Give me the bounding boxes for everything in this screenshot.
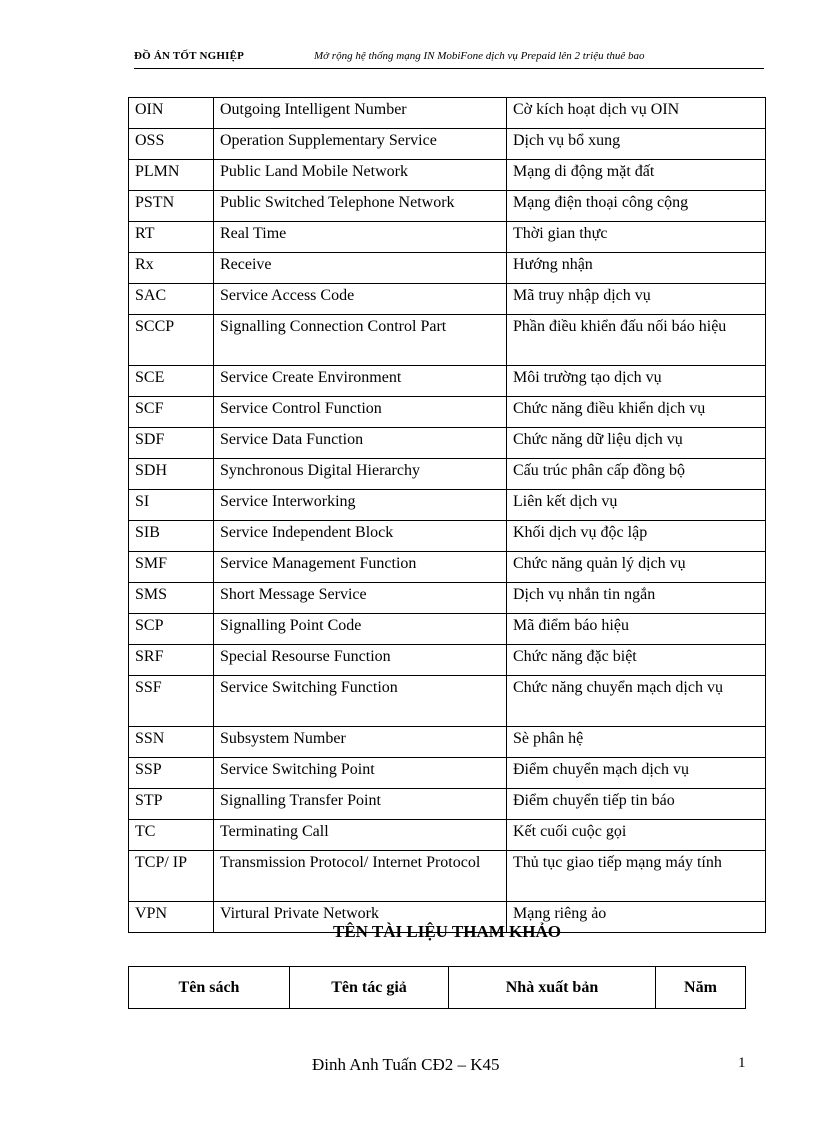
abbr-vietnamese: Cấu trúc phân cấp đồng bộ (507, 459, 766, 490)
abbr-code: SIB (129, 521, 214, 552)
abbr-english: Service Switching Point (214, 758, 507, 789)
references-table (128, 966, 746, 1009)
table-row (129, 851, 766, 902)
abbr-english: Receive (214, 253, 507, 284)
abbr-code: SDF (129, 428, 214, 459)
abbr-vietnamese: Mạng điện thoại công cộng (507, 191, 766, 222)
abbr-code: SI (129, 490, 214, 521)
abbr-english: Transmission Protocol/ Internet Protocol (214, 851, 507, 902)
table-row (129, 129, 766, 160)
table-row (129, 820, 766, 851)
abbr-vietnamese: Mã truy nhập dịch vụ (507, 284, 766, 315)
abbreviation-table (128, 97, 766, 933)
references-title: TÊN TÀI LIỆU THAM KHẢO (333, 922, 561, 941)
table-row (129, 614, 766, 645)
abbr-vietnamese: Điểm chuyển mạch dịch vụ (507, 758, 766, 789)
references-header-row (129, 967, 746, 1009)
header-thesis-label: ĐỒ ÁN TỐT NGHIỆP (134, 50, 245, 62)
abbr-vietnamese: Chức năng chuyển mạch dịch vụ (507, 676, 766, 727)
abbr-vietnamese: Điểm chuyển tiếp tin báo (507, 789, 766, 820)
abbr-vietnamese: Phần điều khiển đấu nối báo hiệu (507, 315, 766, 366)
table-row (129, 160, 766, 191)
abbr-english: Short Message Service (214, 583, 507, 614)
table-row (129, 583, 766, 614)
table-row (129, 645, 766, 676)
abbr-vietnamese: Chức năng dữ liệu dịch vụ (507, 428, 766, 459)
table-row (129, 253, 766, 284)
abbr-english: Service Create Environment (214, 366, 507, 397)
ref-header-publisher: Nhà xuất bản (449, 967, 656, 1009)
abbr-vietnamese: Chức năng điều khiển dịch vụ (507, 397, 766, 428)
abbr-english: Service Access Code (214, 284, 507, 315)
abbr-vietnamese: Thủ tục giao tiếp mạng máy tính (507, 851, 766, 902)
abbr-vietnamese: Chức năng đặc biệt (507, 645, 766, 676)
table-row (129, 315, 766, 366)
abbr-code: SMF (129, 552, 214, 583)
table-row (129, 98, 766, 129)
ref-header-author: Tên tác giả (290, 967, 449, 1009)
abbr-vietnamese: Mạng riêng ảo (507, 902, 766, 933)
abbr-english: Terminating Call (214, 820, 507, 851)
abbr-english: Service Data Function (214, 428, 507, 459)
abbr-english: Operation Supplementary Service (214, 129, 507, 160)
abbr-vietnamese: Kết cuối cuộc gọi (507, 820, 766, 851)
abbr-code: SSN (129, 727, 214, 758)
abbr-english: Service Interworking (214, 490, 507, 521)
abbr-vietnamese: Liên kết dịch vụ (507, 490, 766, 521)
table-row (129, 366, 766, 397)
abbr-english: Outgoing Intelligent Number (214, 98, 507, 129)
abbr-code: PSTN (129, 191, 214, 222)
page-number: 1 (738, 1055, 746, 1071)
abbr-vietnamese: Dịch vụ bổ xung (507, 129, 766, 160)
abbr-code: OSS (129, 129, 214, 160)
ref-header-book: Tên sách (129, 967, 290, 1009)
table-row (129, 397, 766, 428)
abbr-code: PLMN (129, 160, 214, 191)
abbr-english: Signalling Point Code (214, 614, 507, 645)
abbr-english: Signalling Connection Control Part (214, 315, 507, 366)
abbr-code: SCP (129, 614, 214, 645)
abbr-code: SRF (129, 645, 214, 676)
abbr-code: TC (129, 820, 214, 851)
table-row (129, 490, 766, 521)
abbr-code: OIN (129, 98, 214, 129)
table-row (129, 758, 766, 789)
abbr-english: Service Management Function (214, 552, 507, 583)
abbr-code: STP (129, 789, 214, 820)
abbr-vietnamese: Môi trường tạo dịch vụ (507, 366, 766, 397)
table-row (129, 676, 766, 727)
abbr-code: RT (129, 222, 214, 253)
table-row (129, 552, 766, 583)
abbr-code: VPN (129, 902, 214, 933)
abbr-english: Public Land Mobile Network (214, 160, 507, 191)
abbr-english: Virtural Private Network (214, 902, 507, 933)
abbr-english: Public Switched Telephone Network (214, 191, 507, 222)
abbr-code: SCCP (129, 315, 214, 366)
page-header (134, 48, 764, 69)
abbr-code: SMS (129, 583, 214, 614)
table-row (129, 428, 766, 459)
abbr-english: Service Independent Block (214, 521, 507, 552)
ref-header-year: Năm (656, 967, 746, 1009)
abbr-code: SDH (129, 459, 214, 490)
abbr-vietnamese: Khối dịch vụ độc lập (507, 521, 766, 552)
table-row (129, 789, 766, 820)
abbr-code: SAC (129, 284, 214, 315)
abbr-vietnamese: Mã điểm báo hiệu (507, 614, 766, 645)
footer-author: Đinh Anh Tuấn CĐ2 – K45 (312, 1055, 500, 1074)
abbr-code: SCE (129, 366, 214, 397)
abbr-english: Signalling Transfer Point (214, 789, 507, 820)
abbr-vietnamese: Thời gian thực (507, 222, 766, 253)
table-row (129, 727, 766, 758)
abbr-vietnamese: Cờ kích hoạt dịch vụ OIN (507, 98, 766, 129)
table-row (129, 459, 766, 490)
abbr-vietnamese: Hướng nhận (507, 253, 766, 284)
abbr-code: SCF (129, 397, 214, 428)
abbr-code: TCP/ IP (129, 851, 214, 902)
abbr-english: Service Switching Function (214, 676, 507, 727)
abbr-code: Rx (129, 253, 214, 284)
abbr-vietnamese: Sè phân hệ (507, 727, 766, 758)
abbr-english: Subsystem Number (214, 727, 507, 758)
table-row (129, 521, 766, 552)
table-row (129, 284, 766, 315)
table-row (129, 222, 766, 253)
abbr-english: Real Time (214, 222, 507, 253)
abbr-code: SSP (129, 758, 214, 789)
abbr-vietnamese: Chức năng quản lý dịch vụ (507, 552, 766, 583)
abbr-code: SSF (129, 676, 214, 727)
abbr-english: Service Control Function (214, 397, 507, 428)
abbr-english: Special Resourse Function (214, 645, 507, 676)
header-thesis-title: Mở rộng hệ thống mạng IN MobiFone dịch vụ Prepaid lên 2 triệu thuê bao (314, 50, 645, 62)
abbr-vietnamese: Mạng di động mặt đất (507, 160, 766, 191)
abbr-english: Synchronous Digital Hierarchy (214, 459, 507, 490)
table-row (129, 191, 766, 222)
abbr-vietnamese: Dịch vụ nhắn tin ngắn (507, 583, 766, 614)
